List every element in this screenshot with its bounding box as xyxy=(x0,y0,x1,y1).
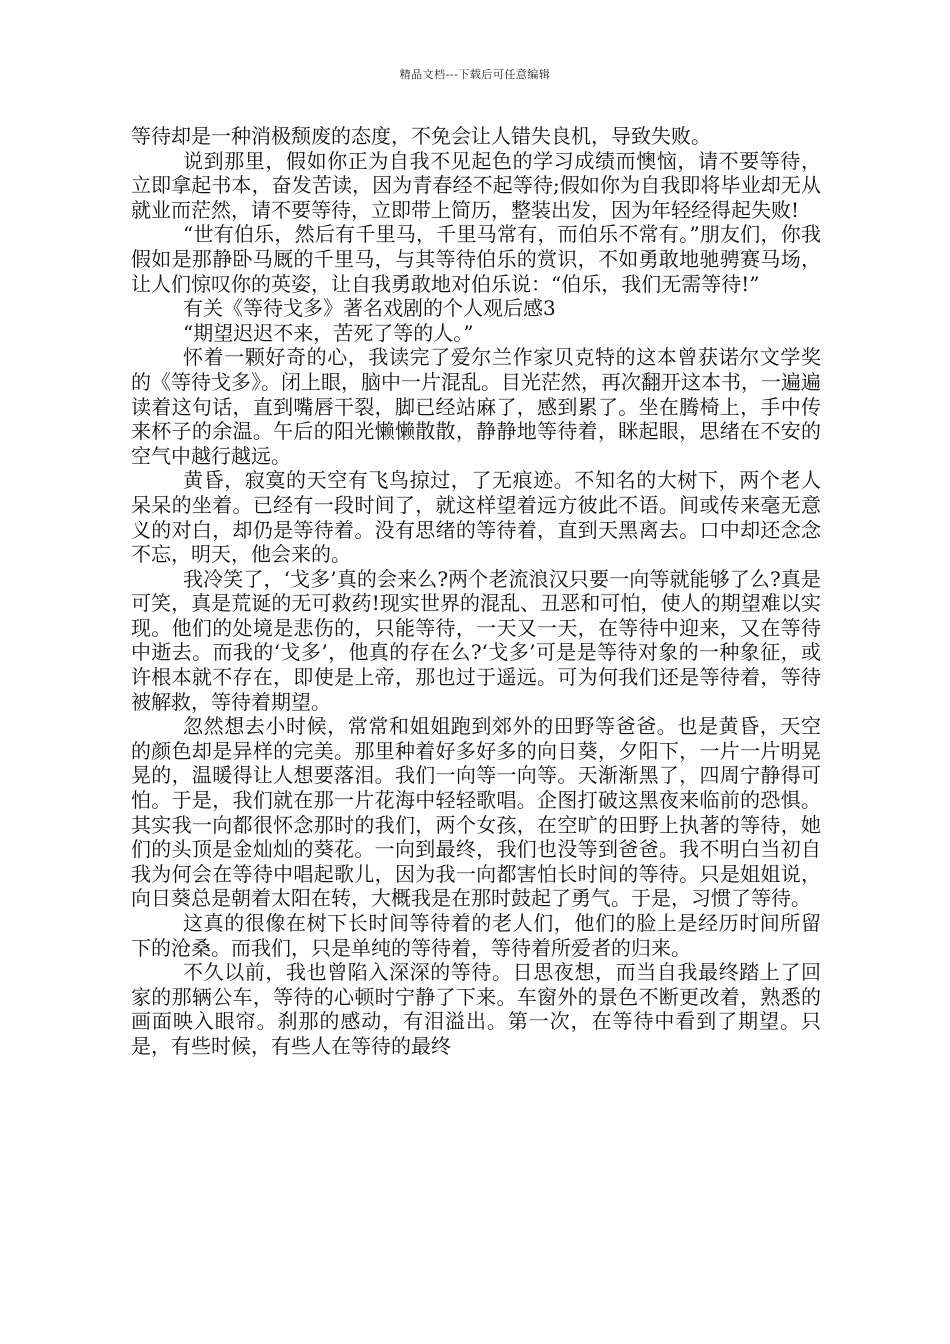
paragraph: 我冷笑了，‘戈多’真的会来么?两个老流浪汉只要一向等就能够了么?真是可笑，真是荒诞的无可救药!现实世界的混乱、丑恶和可怕，使人的期望难以实现。他们的处境是悲伤的，只能等待，一天又一天，在等待中迎来，又在等待中逝去。而我的‘戈多’，他真的存在么?‘戈多’可是是等待对象的一种象征，或许根本就不存在，即使是上帝，那也过于遥远。可为何我们还是等待着，等待被解救，等待着期望。 xyxy=(131,566,821,714)
paragraph: 怀着一颗好奇的心，我读完了爱尔兰作家贝克特的这本曾获诺尔文学奖的《等待戈多》。闭上眼，脑中一片混乱。目光茫然，再次翻开这本书，一遍遍读着这句话，直到嘴唇干裂，脚已经站麻了，感到累了。坐在腾椅上，手中传来杯子的余温。午后的阳光懒懒散散，静静地等待着，眯起眼，思绪在不安的空气中越行越远。 xyxy=(131,345,821,468)
section-heading: 有关《等待戈多》著名戏剧的个人观后感3 xyxy=(183,296,556,321)
document-body xyxy=(131,124,821,1059)
paragraph: 不久以前，我也曾陷入深深的等待。日思夜想，而当自我最终踏上了回家的那辆公车，等待的心顿时宁静了下来。车窗外的景色不断更改着，熟悉的画面映入眼帘。刹那的感动，有泪溢出。第一次，在等待中看到了期望。只是，有些时候，有些人在等待的最终 xyxy=(131,960,821,1058)
paragraph: 忽然想去小时候，常常和姐姐跑到郊外的田野等爸爸。也是黄昏，天空的颜色却是异样的完美。那里种着好多好多的向日葵，夕阳下，一片一片明晃晃的，温暖得让人想要落泪。我们一向等一向等。天渐渐黑了，四周宁静得可怕。于是，我们就在那一片花海中轻轻歌唱。企图打破这黑夜来临前的恐惧。其实我一向都很怀念那时的我们，两个女孩，在空旷的田野上执著的等待，她们的头顶是金灿灿的葵花。一向到最终，我们也没等到爸爸。我不明白当初自我为何会在等待中唱起歌儿，因为我一向都害怕长时间的等待。只是姐姐说，向日葵总是朝着太阳在转，大概我是在那时鼓起了勇气。于是，习惯了等待。 xyxy=(131,714,821,911)
page-header: 精品文档---下载后可任意编辑 xyxy=(399,68,551,81)
quote-line: “期望迟迟不来，苦死了等的人。” xyxy=(183,320,474,345)
paragraph: 这真的很像在树下长时间等待着的老人们，他们的脸上是经历时间所留下的沧桑。而我们，只是单纯的等待着，等待着所爱者的归来。 xyxy=(131,911,821,960)
paragraph: “世有伯乐，然后有千里马，千里马常有，而伯乐不常有。”朋友们，你我假如是那静卧马厩的千里马，与其等待伯乐的赏识，不如勇敢地驰骋赛马场，让人们惊叹你的英姿，让自我勇敢地对伯乐说：“伯乐，我们无需等待!” xyxy=(131,222,821,296)
paragraph: 说到那里，假如你正为自我不见起色的学习成绩而懊恼，请不要等待，立即拿起书本，奋发苦读，因为青春经不起等待;假如你为自我即将毕业却无从就业而茫然，请不要等待，立即带上简历，整装出发，因为年轻经得起失败! xyxy=(131,148,821,222)
paragraph: 黄昏，寂寞的天空有飞鸟掠过，了无痕迹。不知名的大树下，两个老人呆呆的坐着。已经有一段时间了，就这样望着远方彼此不语。间或传来毫无意义的对白，却仍是等待着。没有思绪的等待着，直到天黑离去。口中却还念念不忘，明天，他会来的。 xyxy=(131,468,821,567)
paragraph: 等待却是一种消极颓废的态度，不免会让人错失良机，导致失败。 xyxy=(131,124,711,148)
